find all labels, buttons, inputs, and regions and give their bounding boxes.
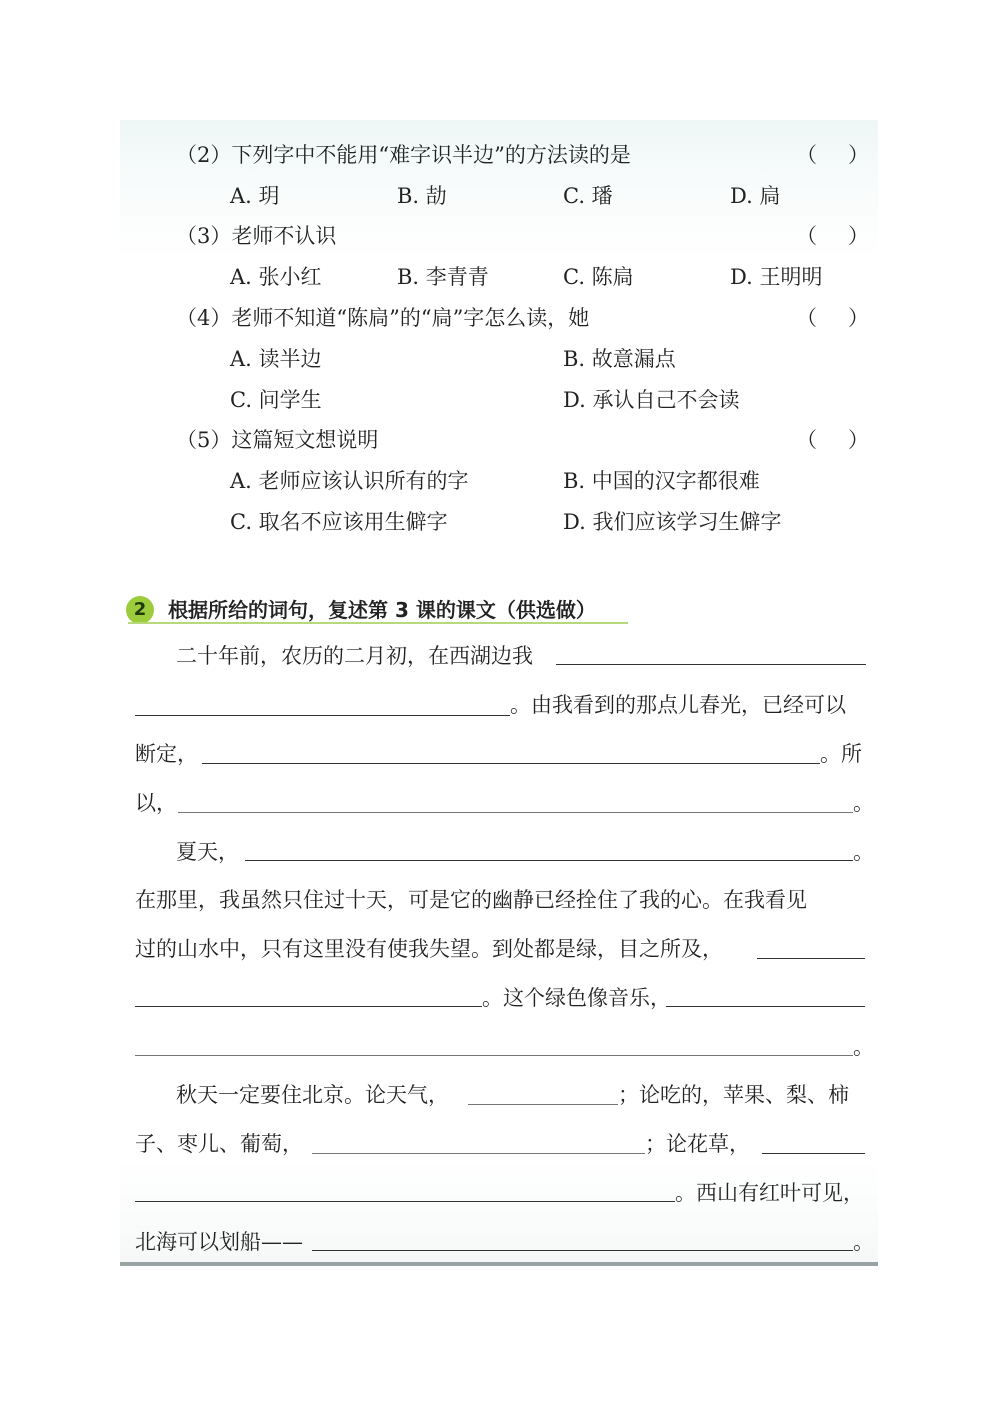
p3-line1-end: ；论吃的，苹果、梨、柿 xyxy=(618,1083,849,1107)
option-a[interactable]: A. 老师应该认识所有的字 xyxy=(230,469,469,493)
option-a[interactable]: A. 玥 xyxy=(230,184,280,208)
p1-line2-text: 。由我看到的那点儿春光，已经可以 xyxy=(510,693,846,717)
p3-line4-text: 北海可以划船—— xyxy=(135,1230,303,1254)
option-d[interactable]: D. 我们应该学习生僻字 xyxy=(563,510,782,534)
option-a[interactable]: A. 读半边 xyxy=(230,347,322,371)
paren-left: （ xyxy=(796,224,817,248)
p2-line2-text: 在那里，我虽然只住过十天，可是它的幽静已经拴住了我的心。在我看见 xyxy=(135,888,807,912)
option-d[interactable]: D. 王明明 xyxy=(730,265,823,289)
p2-line1-end: 。 xyxy=(853,840,874,864)
fill-blank[interactable] xyxy=(666,1006,865,1007)
fill-blank[interactable] xyxy=(135,1201,675,1202)
fill-blank[interactable] xyxy=(312,1153,645,1154)
option-b[interactable]: B. 故意漏点 xyxy=(563,347,676,371)
p3-line3-text: 。西山有红叶可见， xyxy=(675,1181,864,1205)
question-2-stem: （2）下列字中不能用“难字识半边”的方法读的是 xyxy=(176,143,631,167)
paren-left: （ xyxy=(796,306,817,330)
panel-bottom-rule xyxy=(120,1262,878,1266)
fill-blank[interactable] xyxy=(135,1006,482,1007)
paren-right: ） xyxy=(848,224,869,248)
fill-blank[interactable] xyxy=(178,812,853,813)
option-a[interactable]: A. 张小红 xyxy=(230,265,322,289)
fill-blank[interactable] xyxy=(312,1250,853,1251)
fill-blank[interactable] xyxy=(762,1153,865,1154)
paren-right: ） xyxy=(848,428,869,452)
p2-line5-end: 。 xyxy=(853,1035,874,1059)
p2-line1-text: 夏天， xyxy=(176,840,239,864)
option-c[interactable]: C. 取名不应该用生僻字 xyxy=(230,510,448,534)
option-b[interactable]: B. 中国的汉字都很难 xyxy=(563,469,760,493)
section-number-badge: 2 xyxy=(126,596,154,624)
question-5-stem: （5）这篇短文想说明 xyxy=(176,428,379,452)
p1-line4-end: 。 xyxy=(853,791,874,815)
p3-line2-mid: ；论花草， xyxy=(645,1132,750,1156)
question-4-stem: （4）老师不知道“陈扃”的“扃”字怎么读，她 xyxy=(176,306,590,330)
fill-blank[interactable] xyxy=(757,958,865,959)
p2-line3-text: 过的山水中，只有这里没有使我失望。到处都是绿，目之所及， xyxy=(135,937,723,961)
p1-line1-text: 二十年前，农历的二月初，在西湖边我 xyxy=(176,644,533,668)
p3-line2-text: 子、枣儿、葡萄， xyxy=(135,1132,303,1156)
paren-right: ） xyxy=(848,306,869,330)
p1-line4-text: 以， xyxy=(135,791,177,815)
fill-blank[interactable] xyxy=(468,1104,618,1105)
option-b[interactable]: B. 李青青 xyxy=(397,265,489,289)
fill-blank[interactable] xyxy=(556,664,866,665)
option-c[interactable]: C. 陈扃 xyxy=(563,265,634,289)
option-d[interactable]: D. 扃 xyxy=(730,184,781,208)
paren-left: （ xyxy=(796,143,817,167)
option-d[interactable]: D. 承认自己不会读 xyxy=(563,388,740,412)
p3-line4-end: 。 xyxy=(853,1230,874,1254)
section-title-underline xyxy=(128,622,628,624)
p3-line1-text: 秋天一定要住北京。论天气， xyxy=(176,1083,449,1107)
p1-line3-end: 。所 xyxy=(820,742,862,766)
option-b[interactable]: B. 劼 xyxy=(397,184,447,208)
fill-blank[interactable] xyxy=(135,1055,853,1056)
fill-blank[interactable] xyxy=(245,860,853,861)
p2-line4-text: 。这个绿色像音乐， xyxy=(482,986,671,1010)
option-c[interactable]: C. 璠 xyxy=(563,184,613,208)
paren-left: （ xyxy=(796,428,817,452)
paren-right: ） xyxy=(848,143,869,167)
p1-line3-text: 断定， xyxy=(135,742,198,766)
section-title: 根据所给的词句，复述第 3 课的课文（供选做） xyxy=(168,598,596,622)
fill-blank[interactable] xyxy=(202,763,820,764)
fill-blank[interactable] xyxy=(135,715,510,716)
option-c[interactable]: C. 问学生 xyxy=(230,388,322,412)
question-3-stem: （3）老师不认识 xyxy=(176,224,337,248)
